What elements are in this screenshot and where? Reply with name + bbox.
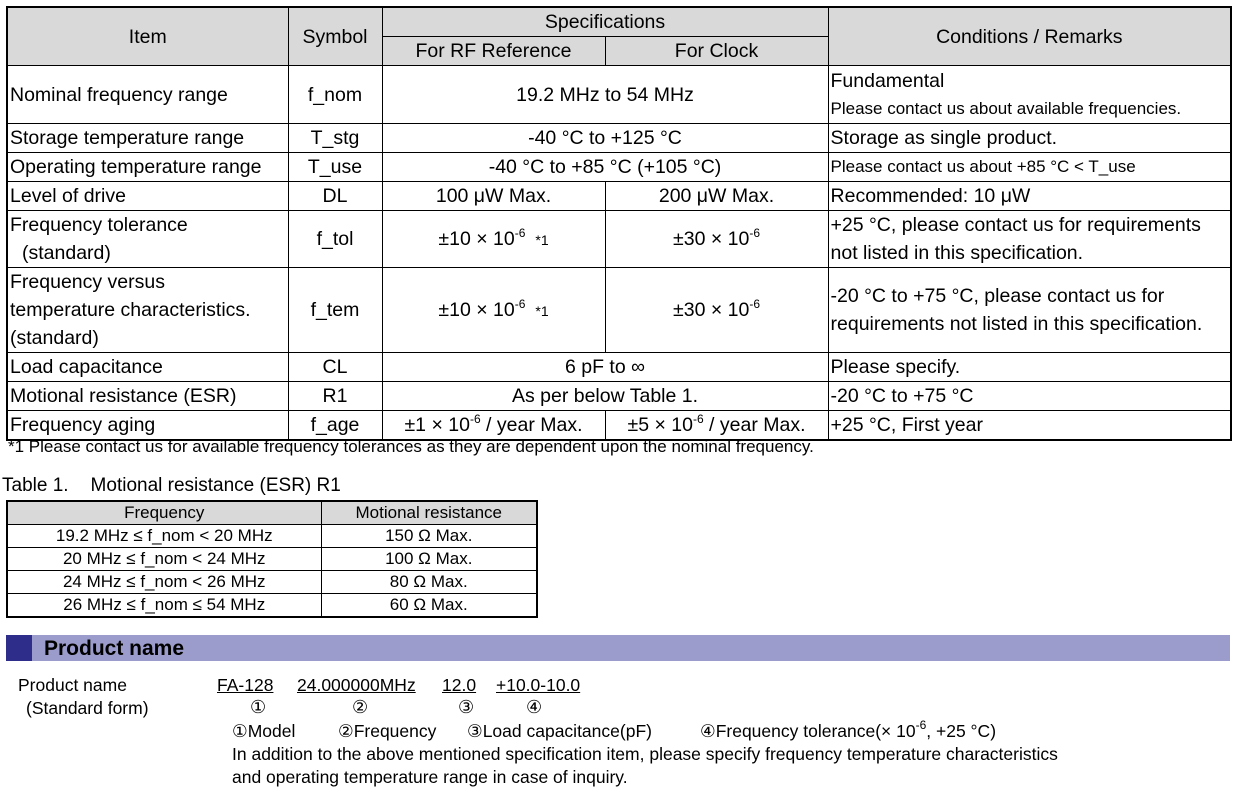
- spec-value: ±30 × 10: [673, 228, 750, 250]
- exponent: -6: [692, 412, 704, 426]
- item-line: temperature characteristics.: [10, 299, 251, 321]
- symbol-cell: CL: [288, 353, 382, 382]
- exponent: -6: [749, 226, 760, 240]
- exponent: -6: [514, 225, 526, 240]
- remark-line: +25 °C, please contact us for requirements: [830, 214, 1201, 236]
- table-row: [7, 124, 1231, 153]
- note-mark: *1: [535, 302, 549, 319]
- legend-model: ①Model: [232, 721, 296, 741]
- table-row: [7, 268, 1231, 353]
- note-mark: *1: [535, 231, 549, 248]
- remark-cell: Please contact us about +85 °C < T_use: [828, 153, 1231, 182]
- part-load-capacitance: 12.0: [442, 675, 477, 695]
- section-marker: [6, 635, 32, 661]
- resistance-cell: 100 Ω Max.: [321, 548, 537, 571]
- standard-form-label: (Standard form): [26, 698, 149, 718]
- item-cell: [7, 268, 288, 353]
- remark-cell: +25 °C, First year: [828, 411, 1231, 441]
- table-row: [7, 411, 1231, 441]
- header-item: Item: [7, 7, 288, 66]
- symbol-cell: T_stg: [288, 124, 382, 153]
- item-cell: Operating temperature range: [7, 153, 288, 182]
- exponent: -6: [514, 296, 526, 311]
- remark-cell: Please specify.: [828, 353, 1231, 382]
- remark-cell: Storage as single product.: [828, 124, 1231, 153]
- symbol-cell: T_use: [288, 153, 382, 182]
- header-frequency: Frequency: [7, 501, 321, 525]
- remark-line: Fundamental: [830, 69, 945, 92]
- footnote: *1 Please contact us for available frequency tolerances as they are dependent upon the nominal frequency.: [8, 437, 814, 456]
- section-title: Product name: [44, 637, 185, 660]
- item-cell: [7, 211, 288, 268]
- item-cell: Storage temperature range: [7, 124, 288, 153]
- item-line: Frequency tolerance: [10, 214, 188, 236]
- clock-spec-cell: [605, 211, 828, 268]
- frequency-cell: 26 MHz ≤ f_nom ≤ 54 MHz: [7, 594, 321, 618]
- symbol-cell: R1: [288, 382, 382, 411]
- header-specifications: Specifications: [382, 7, 828, 37]
- header-conditions: Conditions / Remarks: [828, 7, 1231, 66]
- clock-spec-cell: [605, 268, 828, 353]
- resistance-cell: 150 Ω Max.: [321, 525, 537, 548]
- symbol-cell: DL: [288, 182, 382, 211]
- header-symbol: Symbol: [288, 7, 382, 66]
- item-line: (standard): [22, 242, 111, 264]
- header-for-clock: For Clock: [605, 37, 828, 66]
- rf-spec-cell: [382, 211, 605, 268]
- table1-title: [2, 475, 341, 497]
- table1-number: Table 1.: [2, 475, 69, 496]
- symbol-cell: f_tem: [288, 268, 382, 353]
- marker-4: ④: [526, 697, 543, 717]
- legend-text: , +25 °C): [926, 721, 997, 741]
- item-cell: Level of drive: [7, 182, 288, 211]
- spec-unit: / year Max.: [480, 414, 583, 436]
- part-frequency-tolerance: +10.0-10.0: [496, 675, 581, 695]
- remark-cell: [828, 268, 1231, 353]
- item-cell: Load capacitance: [7, 353, 288, 382]
- marker-1: ①: [250, 697, 267, 717]
- remark-cell: [828, 211, 1231, 268]
- clock-spec-cell: 200 μW Max.: [605, 182, 828, 211]
- legend-frequency: ②Frequency: [338, 721, 437, 741]
- table-row: [7, 153, 1231, 182]
- table-row: [7, 571, 537, 594]
- clock-spec-cell: [605, 411, 828, 441]
- spec-value: ±5 × 10: [627, 414, 693, 436]
- remark-line: not listed in this specification.: [830, 242, 1084, 264]
- symbol-cell: f_tol: [288, 211, 382, 268]
- spec-value: ±10 × 10: [438, 298, 515, 321]
- symbol-cell: f_nom: [288, 66, 382, 124]
- spec-value: ±10 × 10: [438, 227, 515, 250]
- exponent: -6: [749, 297, 760, 311]
- table-row: [7, 382, 1231, 411]
- table-row: [7, 548, 537, 571]
- spec-cell: -40 °C to +125 °C: [382, 124, 828, 153]
- inquiry-note-line: In addition to the above mentioned specification item, please specify frequency temperature characteristics: [232, 744, 1058, 764]
- spec-cell: -40 °C to +85 °C (+105 °C): [382, 153, 828, 182]
- frequency-cell: 24 MHz ≤ f_nom < 26 MHz: [7, 571, 321, 594]
- rf-spec-cell: [382, 411, 605, 441]
- remark-cell: Recommended: 10 μW: [828, 182, 1231, 211]
- resistance-cell: 60 Ω Max.: [321, 594, 537, 618]
- inquiry-note-line: and operating temperature range in case of inquiry.: [232, 767, 628, 787]
- header-for-rf: For RF Reference: [382, 37, 605, 66]
- symbol-cell: f_age: [288, 411, 382, 441]
- table1-caption: Motional resistance (ESR) R1: [90, 475, 341, 496]
- spec-table: [6, 6, 1232, 441]
- item-cell: Frequency aging: [7, 411, 288, 441]
- table-row: [7, 66, 1231, 124]
- table-row: [7, 594, 537, 618]
- resistance-cell: 80 Ω Max.: [321, 571, 537, 594]
- remark-cell: -20 °C to +75 °C: [828, 382, 1231, 411]
- item-cell: Motional resistance (ESR): [7, 382, 288, 411]
- legend-text: ④Frequency tolerance(× 10: [700, 721, 916, 741]
- part-frequency: 24.000000MHz: [297, 675, 416, 695]
- spec-cell: 6 pF to ∞: [382, 353, 828, 382]
- marker-2: ②: [352, 697, 369, 717]
- spec-value: ±1 × 10: [404, 414, 470, 436]
- table-row: [7, 525, 537, 548]
- remark-cell: [828, 66, 1231, 124]
- item-cell: Nominal frequency range: [7, 66, 288, 124]
- rf-spec-cell: 100 μW Max.: [382, 182, 605, 211]
- exponent: -6: [915, 718, 927, 732]
- remark-line: Please contact us about available frequencies.: [830, 98, 1182, 118]
- spec-cell: As per below Table 1.: [382, 382, 828, 411]
- frequency-cell: 19.2 MHz ≤ f_nom < 20 MHz: [7, 525, 321, 548]
- frequency-cell: 20 MHz ≤ f_nom < 24 MHz: [7, 548, 321, 571]
- spec-value: ±30 × 10: [673, 299, 750, 321]
- table-row: [7, 182, 1231, 211]
- item-line: (standard): [10, 327, 99, 349]
- item-line: Frequency versus: [10, 271, 165, 293]
- legend-frequency-tolerance: [700, 718, 997, 742]
- remark-line: -20 °C to +75 °C, please contact us for: [830, 285, 1165, 307]
- rf-spec-cell: [382, 268, 605, 353]
- esr-table: [6, 500, 538, 618]
- product-name-label: Product name: [18, 675, 127, 695]
- remark-line: requirements not listed in this specification.: [830, 313, 1203, 335]
- table-row: [7, 211, 1231, 268]
- legend-load-capacitance: ③Load capacitance(pF): [467, 721, 652, 741]
- exponent: -6: [469, 412, 481, 426]
- marker-3: ③: [458, 697, 475, 717]
- section-header: [6, 635, 1230, 661]
- header-motional-resistance: Motional resistance: [321, 501, 537, 525]
- part-model: FA-128: [217, 675, 274, 695]
- table-row: [7, 353, 1231, 382]
- spec-cell: 19.2 MHz to 54 MHz: [382, 66, 828, 124]
- spec-unit: / year Max.: [703, 414, 806, 436]
